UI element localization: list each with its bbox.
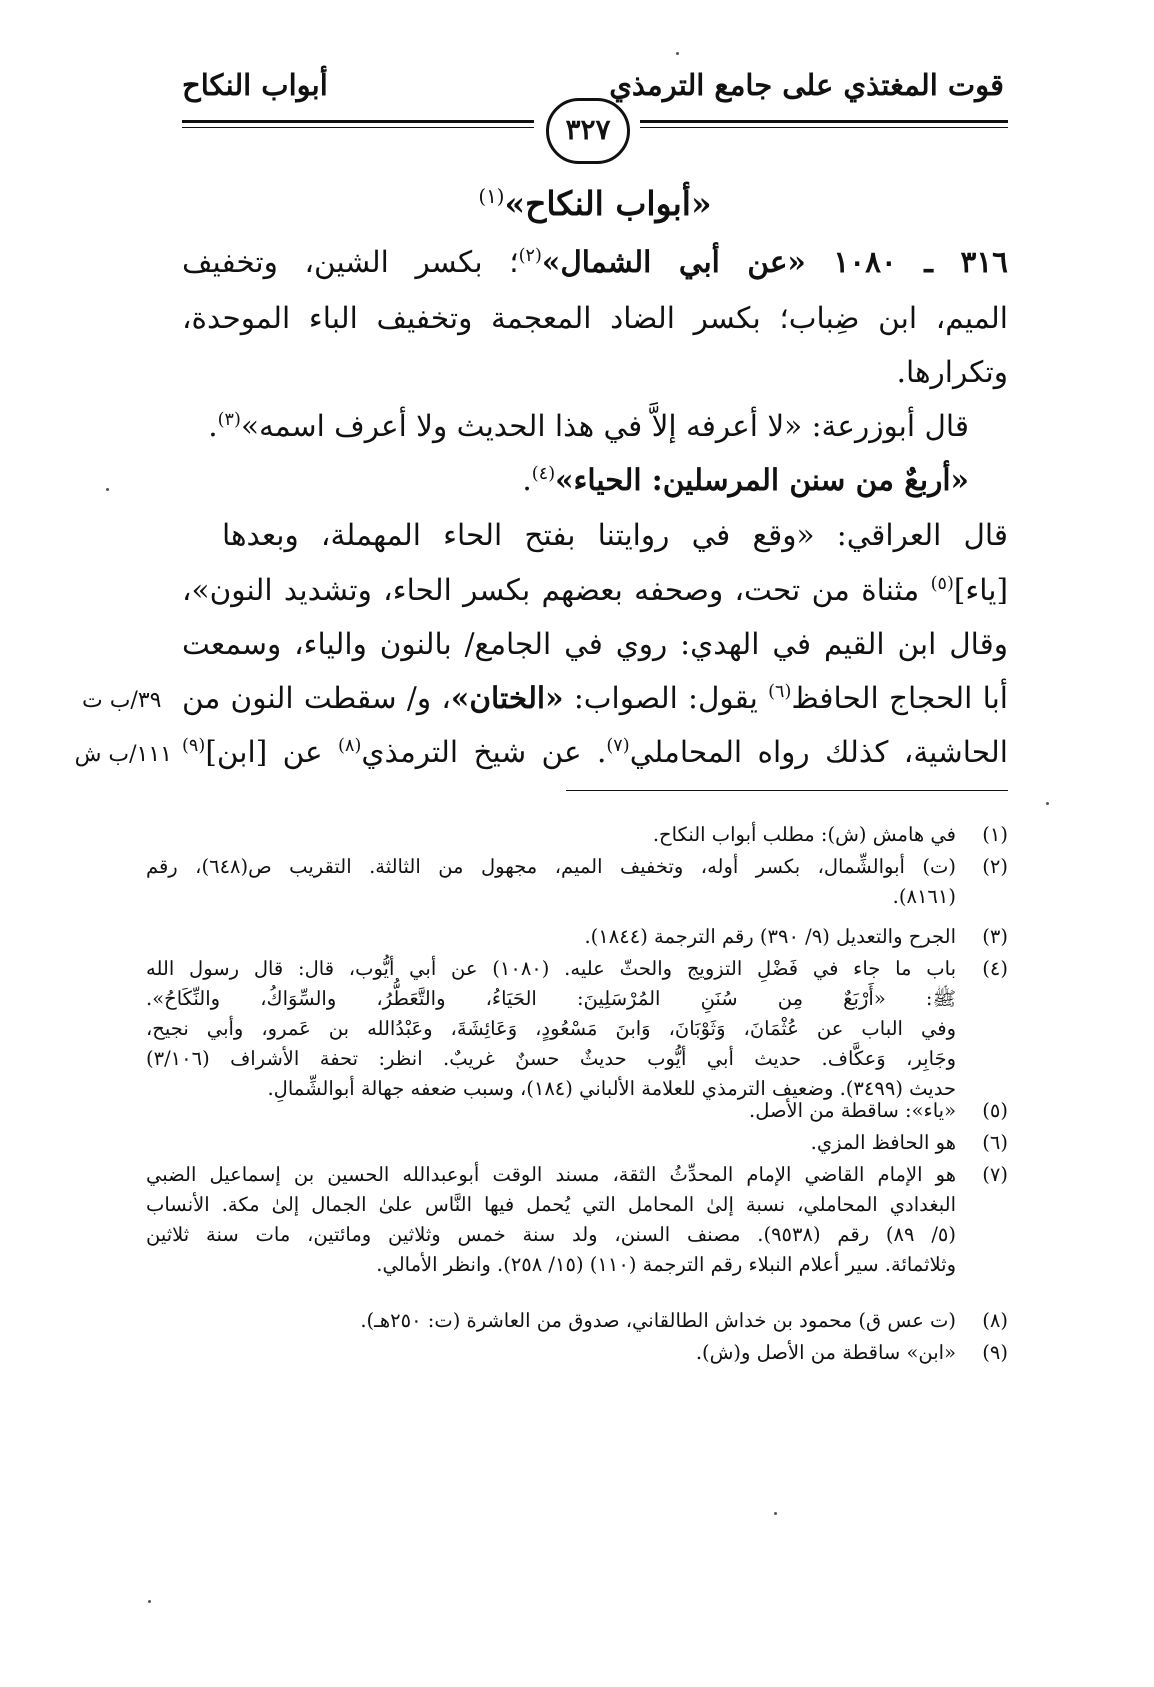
body-line-3: وتكرارها.: [896, 355, 1008, 389]
body-line-4: [208, 406, 969, 446]
body-text: قال أبوزرعة: «لا أعرفه إلاَّ في هذا الحديث ولا أعرف اسمه»: [240, 409, 969, 443]
body-line-7: [182, 570, 1008, 610]
footnote-line: وثلاثمائة. سير أعلام النبلاء رقم الترجمة (١١٠) (١٥/ ٢٥٨). وانظر الأمالي.: [376, 1253, 956, 1276]
scan-speck: [148, 1600, 151, 1603]
footnote-number: (٣): [982, 925, 1008, 948]
scan-speck: [1046, 802, 1049, 805]
chapter-title-text: «أبواب النكاح»: [504, 184, 712, 223]
body-text: ، و/ سقطت النون من: [182, 681, 451, 715]
footnote-line: (٨١٦١).: [892, 885, 956, 908]
footnote-line: هو الإمام القاضي الإمام المحدِّثُ الثقة، مسند الوقت أبوعبدالله الحسين بن إسماعيل الضبي: [146, 1163, 956, 1186]
footnote-number: (٤): [982, 957, 1008, 980]
scan-speck: [774, 1512, 777, 1515]
footnote-number: (٦): [982, 1131, 1008, 1154]
footnote-separator: [566, 790, 1008, 791]
footnote-line: (٥/ ٨٩) رقم (٩٥٣٨). مصنف السنن، ولد سنة خمس وثلاثين ومائتين، مات سنة ثلاثين: [146, 1223, 956, 1246]
body-text: قال العراقي: «وقع في روايتنا بفتح الحاء المهملة، وبعدها: [222, 518, 1008, 552]
body-text: .: [208, 409, 218, 443]
body-line-1: [182, 242, 1008, 282]
footnote-line: حديث (٣٤٩٩). وضعيف الترمذي للعلامة الألباني (١٨٤)، وسبب ضعفه جهالة أبوالشِّمالِ.: [267, 1077, 956, 1100]
body-line-6: [182, 515, 1008, 555]
body-text: . عن شيخ الترمذي: [361, 735, 607, 769]
body-line-2: الميم، ابن ضِباب؛ بكسر الضاد المعجمة وتخفيف الباء الموحدة،: [182, 301, 1008, 335]
footnote-line: باب ما جاء في فَضْلِ التزويج والحثّ عليه. (١٠٨٠) عن أبي أيُّوب، قال: قال رسول الله: [146, 957, 957, 980]
footnote-number: (٨): [982, 1309, 1008, 1332]
footnote-line: (ت عس ق) محمود بن خداش الطالقاني، صدوق من العاشرة (ت: ٢٥٠هـ).: [360, 1309, 956, 1332]
hadith-quote: «أربعٌ من سنن المرسلين: الحياء»: [555, 462, 969, 497]
footnote-line: الجرح والتعديل (٩/ ٣٩٠) رقم الترجمة (١٨٤٤).: [584, 925, 956, 948]
footnote-line: في هامش (ش): مطلب أبواب النكاح.: [652, 823, 956, 846]
body-text: .: [522, 463, 532, 497]
footnote-ref: (٤): [531, 464, 556, 485]
body-line-9: [182, 678, 1008, 718]
section-title: أبواب النكاح: [182, 68, 328, 102]
header-rule-left: [182, 120, 534, 128]
footnote-line: هو الحافظ المزي.: [810, 1131, 956, 1154]
footnote-number: (٥): [982, 1099, 1008, 1122]
footnote-line: وجَابِر، وَعكَّاف. حديث أبي أيُّوب حديثٌ حسنٌ غريبٌ. انظر: تحفة الأشراف (٣/١٠٦): [146, 1047, 956, 1070]
body-line-5: [522, 460, 969, 500]
footnote-number: (٢): [982, 855, 1008, 878]
footnote-number: (١): [982, 823, 1008, 846]
footnote-ref: (٢): [518, 246, 542, 267]
hadith-heading: ٣١٦ ـ ١٠٨٠ «عن أبي الشمال»: [541, 244, 1009, 279]
footnote-number: (٩): [982, 1341, 1008, 1364]
book-title: قوت المغتذي على جامع الترمذي: [609, 68, 1004, 102]
scan-speck: [106, 488, 109, 491]
margin-note-ms-sh: ١١١/ب ش: [74, 742, 172, 767]
body-text: يقول: الصواب:: [563, 681, 769, 715]
footnote-ref: (٩): [182, 736, 206, 757]
body-text: ؛ بكسر الشين، وتخفيف: [182, 245, 519, 279]
body-text: الحاشية، كذلك رواه المحاملي: [629, 735, 1008, 769]
chapter-title: [182, 184, 1008, 223]
body-text: عن [ابن]: [205, 735, 339, 769]
body-text: [ياء]: [953, 573, 1008, 607]
footnote-line: «ياء»: ساقطة من الأصل.: [749, 1099, 956, 1122]
header-rule-right: [640, 120, 1008, 128]
body-text: مثناة من تحت، وصحفه بعضهم بكسر الحاء، وتشديد النون»،: [182, 573, 931, 607]
scan-speck: [676, 52, 679, 55]
footnote-ref: (٥): [930, 574, 954, 595]
footnote-ref: (٧): [606, 736, 630, 757]
footnote-ref: (١): [478, 185, 505, 208]
footnote-line: ﷺ: «أَرْبَعٌ مِن سُنَنِ المُرْسَلِينَ: الحَيَاءُ، والتَّعَطُّرُ، والسِّوَاكُ، والنِّكَاحُ».: [146, 987, 956, 1010]
margin-note-ms-t: ٣٩/ب ت: [82, 688, 162, 713]
footnote-number: (٧): [982, 1163, 1008, 1186]
footnote-ref: (٣): [217, 410, 241, 431]
footnote-line: البغدادي المحاملي، نسبة إلىٰ المحامل التي يُحمل فيها النَّاس علىٰ الجمال إلىٰ مكة. الأنساب: [146, 1193, 956, 1216]
footnote-line: «ابن» ساقطة من الأصل و(ش).: [695, 1341, 956, 1364]
footnote-ref: (٨): [338, 736, 362, 757]
body-line-8: وقال ابن القيم في الهدي: روي في الجامع/ بالنون والياء، وسمعت: [182, 627, 1008, 661]
footnote-line: (ت) أبوالشِّمال، بكسر أوله، وتخفيف الميم، مجهول من الثالثة. التقريب ص(٦٤٨)، رقم: [146, 855, 956, 878]
body-text: أبا الحجاج الحافظ: [791, 681, 1008, 715]
footnote-ref: (٦): [768, 682, 792, 703]
emphasis-word: «الختان»: [450, 680, 564, 715]
footnote-line: وفي الباب عن عُثْمَانَ، وَثَوْبَانَ، وَابنَ مَسْعُودٍ، وَعَائِشَةَ، وعَبْدُالله بن عَمرو، وأبي نجيح،: [146, 1017, 956, 1040]
page-number: ٣٢٧: [546, 98, 630, 164]
body-line-10: [182, 732, 1008, 772]
